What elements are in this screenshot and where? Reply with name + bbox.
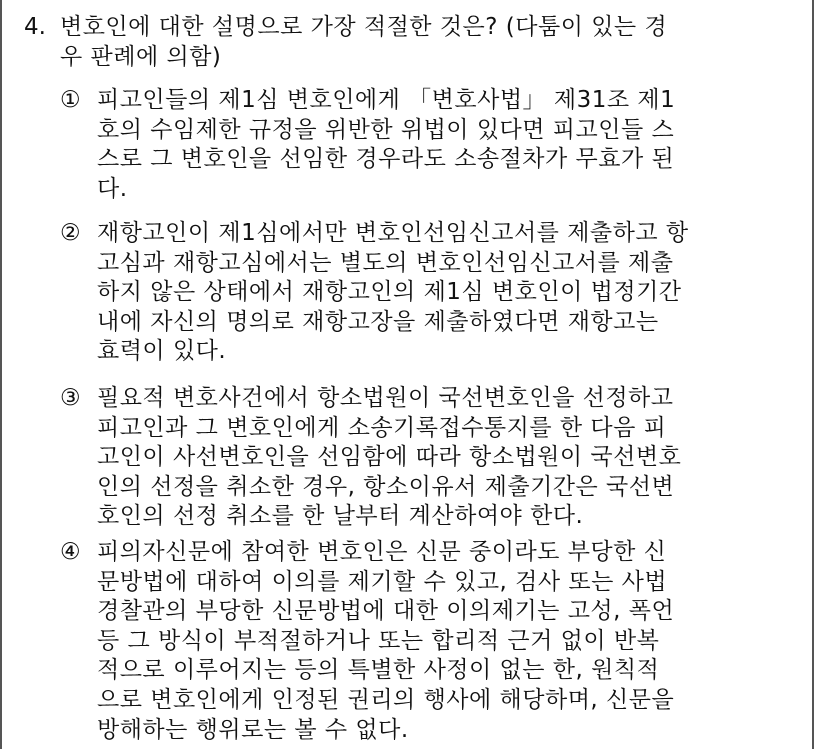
option-2-text-line: 내에 자신의 명의로 재항고장을 제출하였다면 재항고는 — [97, 308, 659, 335]
option-marker: ② — [60, 220, 81, 246]
option-1-text-line: 스로 그 변호인을 선임한 경우라도 소송절차가 무효가 된 — [97, 146, 675, 173]
option-2-text-line: 하지 않은 상태에서 재항고인의 제1심 변호인이 법정기간 — [97, 279, 682, 306]
option-marker: ③ — [60, 385, 81, 411]
option-2-text-line: 효력이 있다. — [97, 338, 227, 365]
option-3-text-line: 인의 선정을 취소한 경우, 항소이유서 제출기간은 국선변 — [97, 473, 675, 500]
option-4-text-line: 피의자신문에 참여한 변호인은 신문 중이라도 부당한 신 — [97, 539, 667, 565]
question-text-line: 우 판례에 의함) — [60, 43, 222, 70]
option-4-text-line: 문방법에 대하여 이의를 제기할 수 있고, 검사 또는 사법 — [97, 568, 668, 595]
option-3-text-line: 고인이 사선변호인을 선임함에 따라 항소법원이 국선변호 — [97, 444, 682, 471]
option-4-text-line: 경찰관의 부당한 신문방법에 대한 이의제기는 고성, 폭언 — [97, 598, 675, 625]
option-4-text-line: 방해하는 행위로는 볼 수 없다. — [97, 716, 409, 743]
option-1-text-line: 피고인들의 제1심 변호인에게 「변호사법」 제31조 제1 — [97, 87, 676, 113]
option-4-text-line: 으로 변호인에게 인정된 권리의 행사에 해당하며, 신문을 — [97, 687, 675, 713]
question-number: 4. — [24, 14, 46, 40]
option-3-text-line: 필요적 변호사건에서 항소법원이 국선변호인을 선정하고 — [97, 385, 674, 411]
option-2-text-line: 재항고인이 제1심에서만 변호인선임신고서를 제출하고 항 — [97, 220, 689, 246]
option-1-text-line: 호의 수임제한 규정을 위반한 위법이 있다면 피고인들 스 — [97, 116, 675, 143]
question-text-line: 변호인에 대한 설명으로 가장 적절한 것은? (다툼이 있는 경 — [60, 14, 668, 40]
option-4-text-line: 적으로 이루어지는 등의 특별한 사정이 없는 한, 원칙적 — [97, 657, 660, 684]
option-1-text-line: 다. — [97, 175, 128, 202]
option-3-text-line: 피고인과 그 변호인에게 소송기록접수통지를 한 다음 피 — [97, 414, 667, 441]
option-marker: ① — [60, 87, 81, 113]
option-marker: ④ — [60, 539, 81, 565]
option-2-text-line: 고심과 재항고심에서는 별도의 변호인선임신고서를 제출 — [97, 249, 674, 276]
option-4-text-line: 등 그 방식이 부적절하거나 또는 합리적 근거 없이 반복 — [97, 627, 660, 654]
option-3-text-line: 호인의 선정 취소를 한 날부터 계산하여야 한다. — [97, 503, 584, 530]
